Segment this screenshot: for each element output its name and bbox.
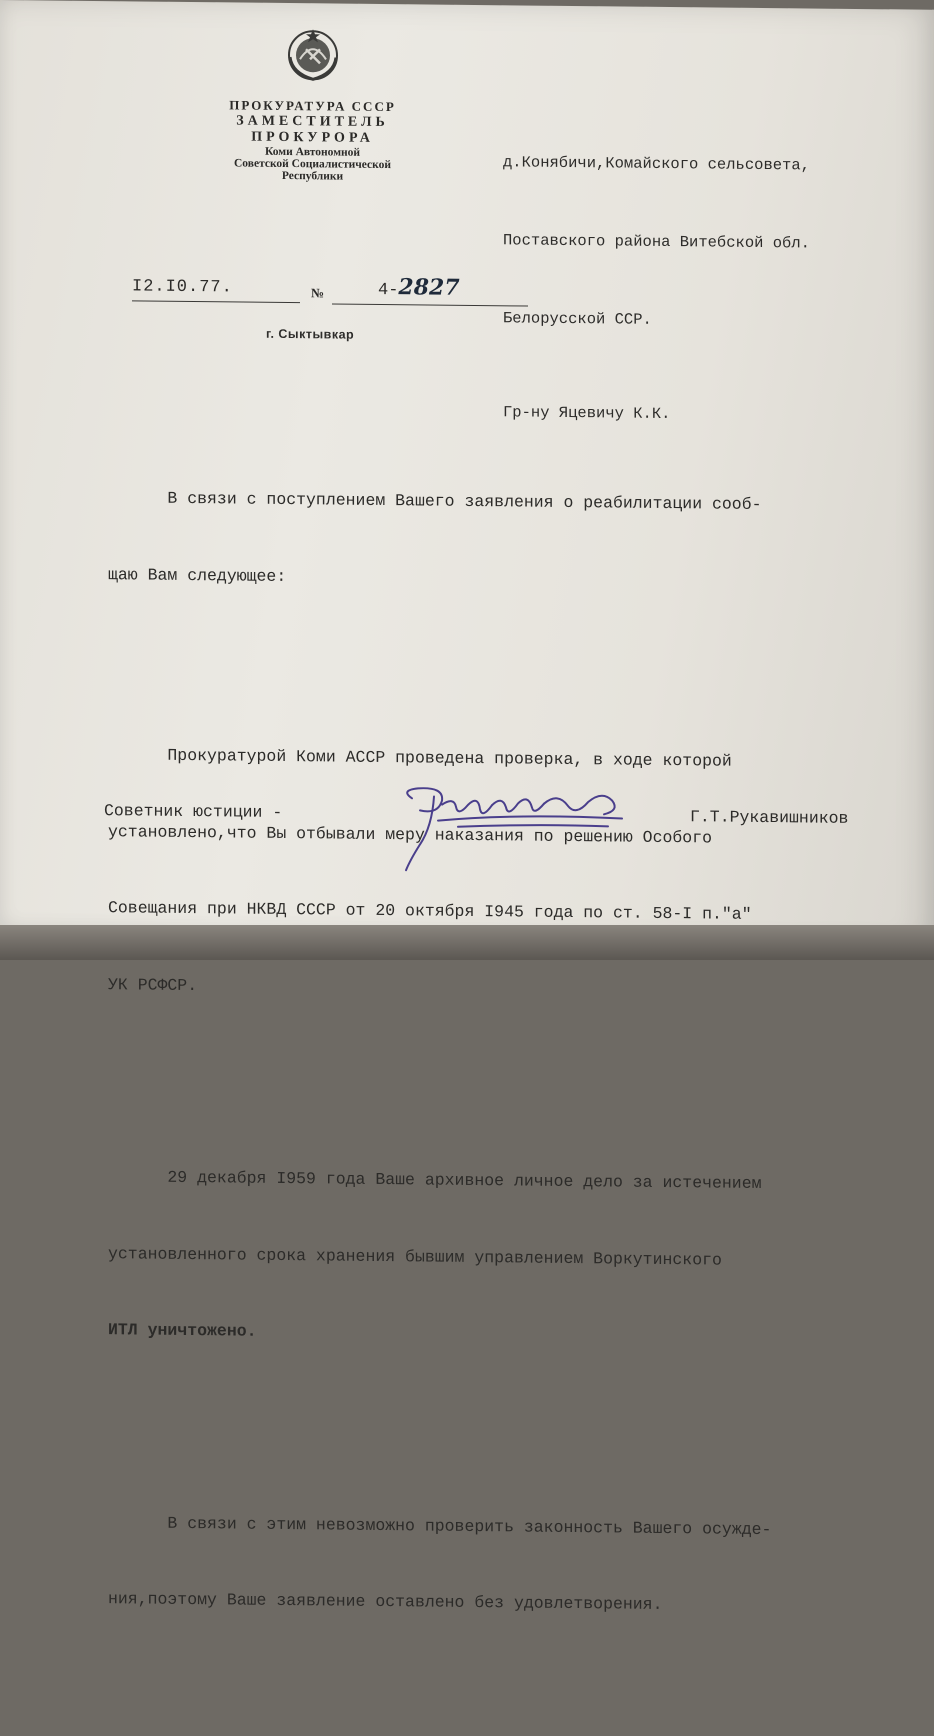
text-line: ния,поэтому Ваше заявление оставлено без удовлетворения.	[108, 1589, 663, 1614]
text-line: В связи с поступлением Вашего заявления о реабилитации сооб-	[108, 488, 762, 514]
header-line-3: ПРОКУРОРА	[251, 129, 374, 146]
address-line-1: д.Конябичи,Комайского сельсовета,	[503, 153, 810, 175]
number-handwritten: 2827	[398, 274, 460, 301]
document-date: I2.I0.77.	[132, 277, 300, 303]
recipient-name: Гр-ну Яцевичу К.К.	[503, 403, 671, 424]
number-prefix: 4-	[378, 280, 399, 301]
address-line-2: Поставского района Витебской обл.	[503, 231, 810, 253]
document-number	[332, 273, 528, 306]
text-line: установлено,что Вы отбывали меру наказания по решению Особого	[108, 821, 712, 847]
ussr-coat-of-arms-icon	[280, 25, 346, 84]
header-line-1: ПРОКУРАТУРА СССР	[229, 97, 396, 115]
paragraph-4	[108, 1459, 928, 1672]
text-line: В связи с этим невозможно проверить законность Вашего осужде-	[108, 1512, 772, 1539]
table-surface	[0, 925, 934, 960]
paragraph-1	[108, 434, 928, 647]
signatory-name: Г.Т.Рукавишников	[690, 807, 849, 828]
letter-body	[108, 383, 928, 1736]
issuer-header	[190, 97, 435, 184]
header-line-2: ЗАМЕСТИТЕЛЬ	[236, 113, 389, 131]
number-sign: №	[311, 285, 325, 301]
text-line: УК РСФСР.	[108, 974, 198, 995]
city-label: г. Сыктывкар	[266, 326, 355, 342]
date-number-row	[132, 271, 492, 307]
text-line: 29 декабря I959 года Ваше архивное личное дело за истечением	[108, 1167, 762, 1193]
header-line-4: Коми Автономной	[264, 145, 361, 159]
text-line: Совещания при НКВД СССР от 20 октября I945 года по ст. 58-I п."а"	[108, 898, 752, 924]
text-line: установленного срока хранения бывшим управлением Воркутинского	[108, 1243, 722, 1270]
paragraph-3	[108, 1113, 928, 1402]
text-line: Прокуратурой Коми АССР проведена проверка, в ходе которой	[108, 745, 732, 771]
header-line-6: Республики	[281, 169, 344, 183]
address-line-3: Белорусской ССР.	[503, 309, 652, 329]
text-line: ИТЛ уничтожено.	[108, 1320, 257, 1341]
handwritten-signature-icon	[398, 776, 638, 879]
signatory-title: Советник юстиции -	[104, 801, 283, 822]
header-line-5: Советской Социалистической	[233, 157, 391, 172]
text-line: щаю Вам следующее:	[108, 564, 287, 586]
